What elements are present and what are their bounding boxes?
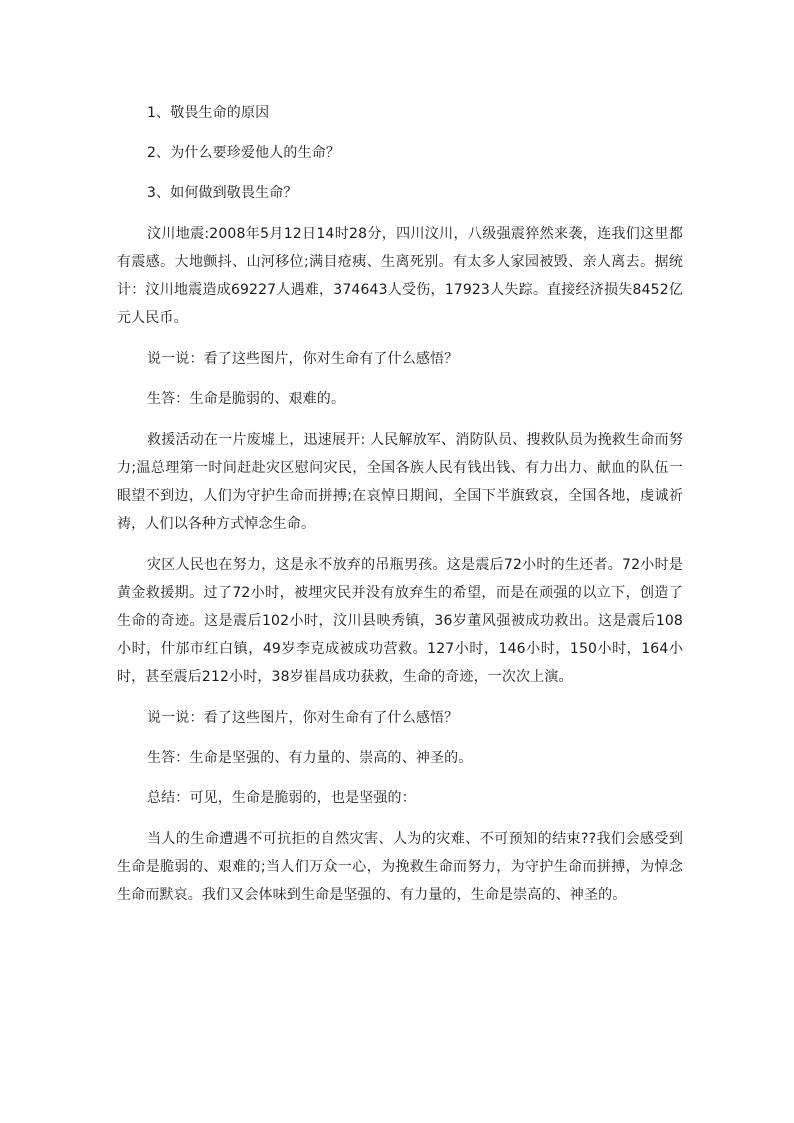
list-item-3: 3、如何做到敬畏生命？ xyxy=(147,185,298,201)
paragraph-conclusion: 当人的生命遭遇不可抗拒的自然灾害、人为的灾难、不可预知的结束??我们会感受到生命是脆弱的、艰难的;当人们万众一心，为挽救生命而努力，为守护生命而拼搏，为悼念生命而默哀。我们又会体味到生命是坚强的、有力量的，生命是崇高的、神圣的。 xyxy=(117,831,683,903)
paragraph-student-answer-1: 生答：生命是脆弱的、艰难的。 xyxy=(147,391,346,407)
document-body xyxy=(117,99,683,909)
paragraph-discussion-prompt-1: 说一说：看了这些图片，你对生命有了什么感悟？ xyxy=(147,351,459,367)
paragraph-rescue-activity: 救援活动在一片废墟上，迅速展开: 人民解放军、消防队员、搜救队员为挽救生命而努力;温总理第一时间赶赴灾区慰问灾民，全国各族人民有钱出钱、有力出力、献血的队伍一眼望不到边，人们为守护生命而拼搏;在哀悼日期间，全国下半旗致哀，全国各地，虔诚祈祷，人们以各种方式悼念生命。 xyxy=(117,432,683,532)
list-item-2: 2、为什么要珍爱他人的生命？ xyxy=(147,145,341,161)
paragraph-wenchuan-earthquake: 汶川地震:2008年5月12日14时28分，四川汶川，八级强震猝然来袭，连我们这里都有震感。大地颤抖、山河移位;满目疮痍、生离死别。有太多人家园被毁、亲人离去。据统计：汶川地震造成69227人遇难，374643人受伤，17923人失踪。直接经济损失8452亿元人民币。 xyxy=(117,226,683,326)
list-item-1: 1、敬畏生命的原因 xyxy=(147,105,270,121)
paragraph-survivors: 灾区人民也在努力，这是永不放弃的吊瓶男孩。这是震后72小时的生还者。72小时是黄金救援期。过了72小时，被埋灾民并没有放弃生的希望，而是在顽强的以立下，创造了生命的奇迹。这是震后102小时，汶川县映秀镇，36岁董风强被成功救出。这是震后108小时，什邡市红白镇，49岁李克成被成功营救。127小时，146小时，150小时，164小时，甚至震后212小时，38岁崔昌成功获救，生命的奇迹，一次次上演。 xyxy=(117,557,683,685)
paragraph-student-answer-2: 生答：生命是坚强的、有力量的、崇高的、神圣的。 xyxy=(147,750,473,766)
paragraph-discussion-prompt-2: 说一说：看了这些图片，你对生命有了什么感悟？ xyxy=(147,710,459,726)
paragraph-summary: 总结：可见，生命是脆弱的，也是坚强的： xyxy=(147,790,416,806)
